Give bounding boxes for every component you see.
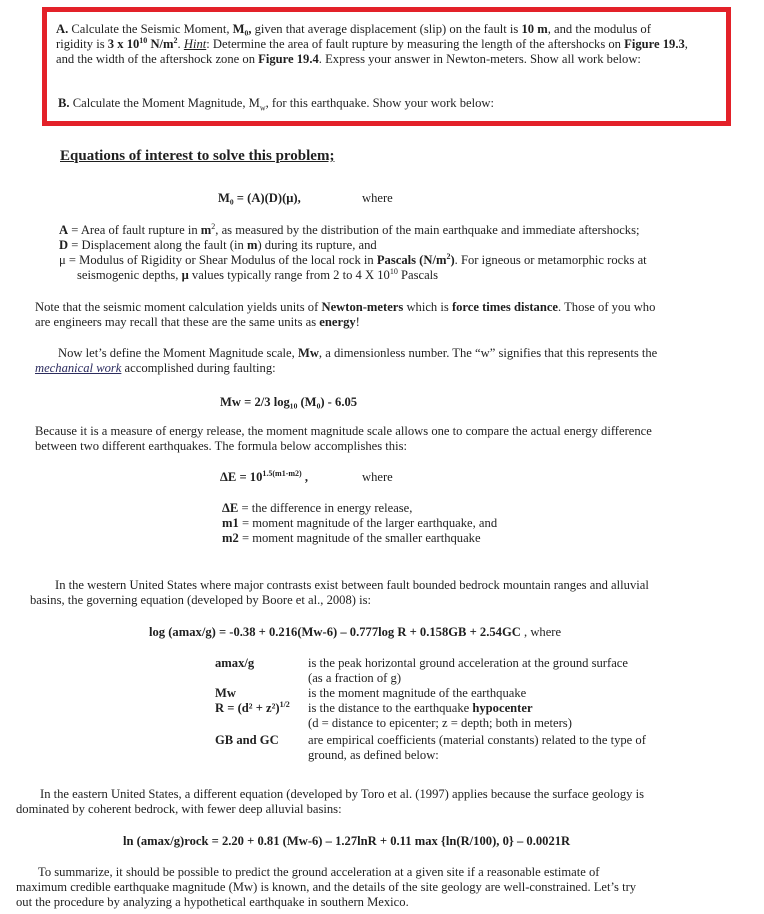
moment-magnitude-equation: Mw = 2/3 log₁₀ (M₀) - 6.05: [220, 395, 358, 409]
symbol-r: $R = (d^2 + z^2)^{1/2}$: [215, 699, 290, 715]
symbol-mw: Mw: [215, 686, 236, 700]
definition-r: is the distance to the earthquake hypocenter: [308, 701, 533, 715]
question-b: B. Calculate the Moment Magnitude, $M_w$, for this earthquake. Show your work below:: [58, 96, 495, 113]
moment-magnitude-intro-line-2: mechanical work accomplished during faulting:: [35, 361, 276, 375]
definition-r-line-2: (d = distance to epicenter; z = depth; both in meters): [308, 716, 572, 730]
western-us-line-1: In the western United States where major contrasts exist between fault bounded bedrock mountain ranges and alluvial: [55, 578, 649, 592]
definition-g-line-1: are empirical coefficients (material constants) related to the type of: [308, 733, 646, 747]
definition-delta-e: ΔE = the difference in energy release,: [222, 501, 413, 515]
equation-1-where: where: [362, 191, 393, 205]
definition-m2: m2 = moment magnitude of the smaller earthquake: [222, 531, 481, 545]
note-line-2: are engineers may recall that these are the same units as energy!: [35, 315, 360, 329]
symbol-g: GB and GC: [215, 733, 279, 747]
definition-mw: is the moment magnitude of the earthquake: [308, 686, 527, 700]
definition-displacement: D = Displacement along the fault (in m) during its rupture, and: [59, 238, 377, 252]
toro-equation: ln (amax/g)rock = 2.20 + 0.81 (Mw-6) – 1.27lnR + 0.11 max {ln(R/100), 0} – 0.0021R: [123, 834, 571, 848]
definition-amax-line-1: is the peak horizontal ground acceleration at the ground surface: [308, 656, 628, 670]
summary-line-3: out the procedure by analyzing a hypothetical earthquake in southern Mexico.: [16, 895, 409, 909]
boore-equation: log (amax/g) = -0.38 + 0.216(Mw-6) – 0.777log R + 0.158GB + 2.54GC , where: [149, 625, 562, 639]
note-line-1: Note that the seismic moment calculation yields units of Newton-meters which is force times distance. Those of you who: [35, 300, 656, 314]
question-a-line-2: rigidity is 3 x $10^{10}$ $N/m^2$. Hint: Determine the area of fault rupture by measuring the length of the aftershocks on Figure 19.3,: [56, 35, 688, 51]
summary-line-1: To summarize, it should be possible to predict the ground acceleration at a given site if a reasonable estimate of: [38, 865, 600, 879]
definition-m1: m1 = moment magnitude of the larger earthquake, and: [222, 516, 498, 530]
energy-paragraph-line-2: between two different earthquakes. The formula below accomplishes this:: [35, 439, 407, 453]
eastern-us-line-2: dominated by coherent bedrock, with fewer deep alluvial basins:: [16, 802, 342, 816]
question-a-line-3: and the width of the aftershock zone on Figure 19.4. Express your answer in Newton-meters. Show all work below:: [56, 52, 641, 66]
definition-g-line-2: ground, as defined below:: [308, 748, 439, 762]
question-a-line-1: A. Calculate the Seismic Moment, M₀, given that average displacement (slip) on the fault is 10 m, and the modulus of: [56, 22, 651, 36]
definition-area: A = Area of fault rupture in $m^2$, as measured by the distribution of the main earthquake and immediate aftershocks;: [59, 221, 640, 237]
equation-3-where: where: [362, 470, 393, 484]
definition-modulus-line-2: seismogenic depths, μ values typically range from 2 to 4 X $10^{10}$ Pascals: [77, 266, 439, 282]
seismic-moment-equation: M₀ = (A)(D)(μ),: [218, 191, 301, 205]
summary-line-2: maximum credible earthquake magnitude (Mw) is known, and the details of the site geology are well-constrained. Let’s try: [16, 880, 637, 894]
definition-amax-line-2: (as a fraction of g): [308, 671, 402, 685]
energy-paragraph-line-1: Because it is a measure of energy release, the moment magnitude scale allows one to compare the actual energy difference: [35, 424, 652, 438]
definition-modulus: μ = Modulus of Rigidity or Shear Modulus of the local rock in Pascals $(N/m^2)$. For igneous or metamorphic rocks at: [59, 251, 647, 267]
energy-difference-equation: $\Delta E = 10^{1.5(m1-m2)}$ ,: [220, 468, 309, 484]
eastern-us-line-1: In the eastern United States, a different equation (developed by Toro et al. (1997) applies because the surface geology is: [40, 787, 644, 801]
equations-heading: Equations of interest to solve this problem;: [60, 148, 335, 164]
moment-magnitude-intro-line-1: Now let’s define the Moment Magnitude scale, Mw, a dimensionless number. The “w” signifies that this represents the: [58, 346, 658, 360]
symbol-amax: amax/g: [215, 656, 255, 670]
western-us-line-2: basins, the governing equation (developed by Boore et al., 2008) is:: [30, 593, 372, 607]
